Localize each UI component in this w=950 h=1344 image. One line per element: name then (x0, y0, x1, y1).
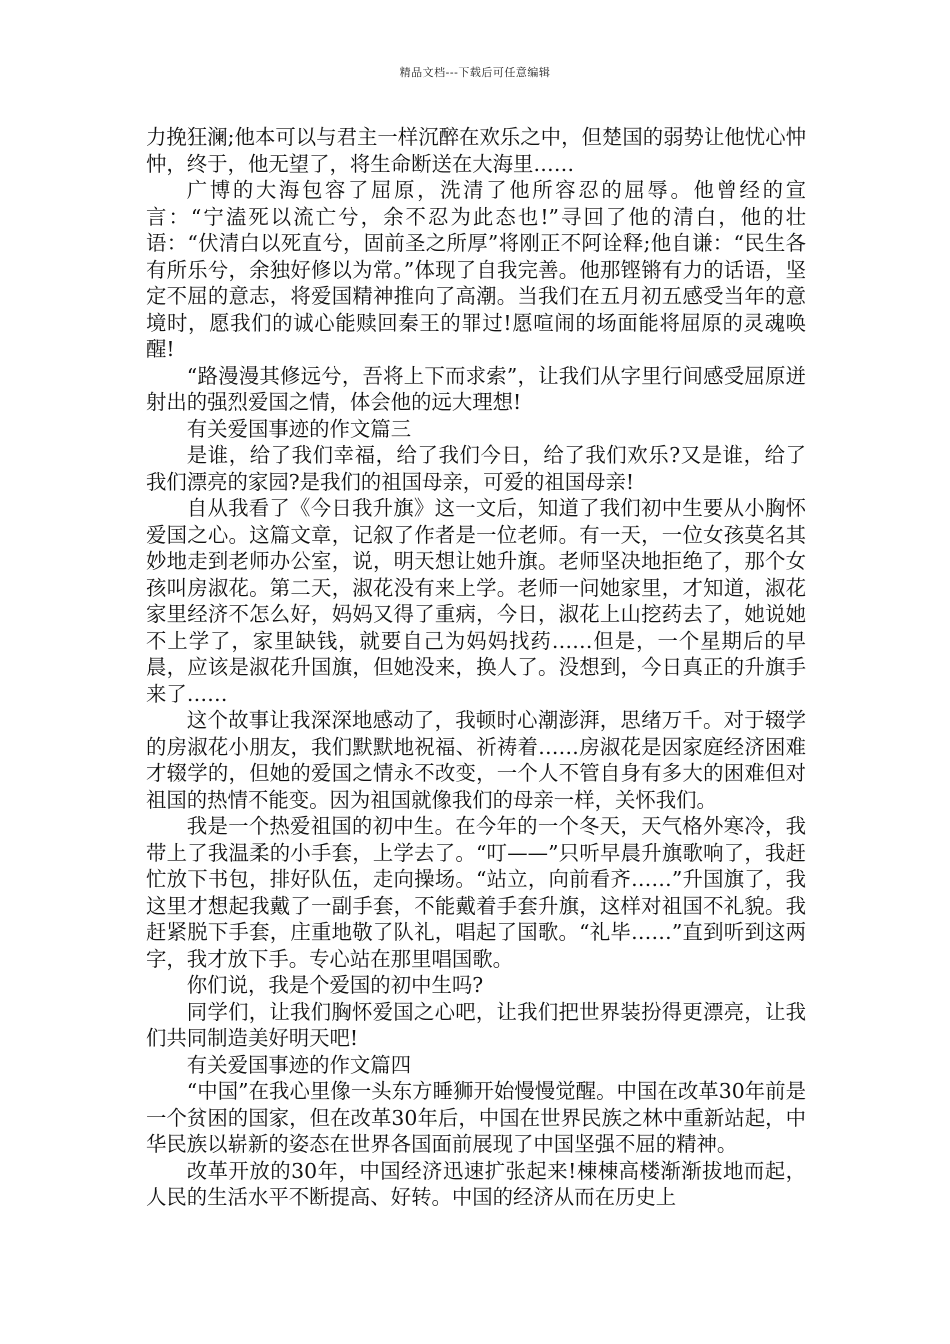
paragraph: “路漫漫其修远兮，吾将上下而求索”，让我们从字里行间感受屈原迸射出的强烈爱国之情，体会他的远大理想! (146, 363, 806, 414)
paragraph: 是谁，给了我们幸福，给了我们今日，给了我们欢乐?又是谁，给了我们漂亮的家园?是我们的祖国母亲，可爱的祖国母亲! (146, 443, 806, 494)
paragraph: 同学们，让我们胸怀爱国之心吧，让我们把世界装扮得更漂亮，让我们共同制造美好明天吧! (146, 999, 806, 1050)
page-header: 精品文档---下载后可任意编辑 (399, 66, 551, 79)
paragraph: 广博的大海包容了屈原，洗清了他所容忍的屈辱。他曾经的宣言：“宁溘死以流亡兮，余不忍为此态也!”寻回了他的清白，他的壮语：“伏清白以死直兮，固前圣之所厚”将刚正不阿诠释;他自谦：“民生各有所乐兮，余独好修以为常。”体现了自我完善。他那铿锵有力的话语，坚定不屈的意志，将爱国精神推向了高潮。当我们在五月初五感受当年的意境时，愿我们的诚心能赎回秦王的罪过!愿喧闹的场面能将屈原的灵魂唤醒! (146, 178, 806, 361)
section-heading: 有关爱国事迹的作文篇三 (186, 416, 412, 441)
section-heading: 有关爱国事迹的作文篇四 (186, 1052, 412, 1077)
paragraph: 改革开放的30年，中国经济迅速扩张起来!棟棟高楼渐渐拔地而起，人民的生活水平不断提高、好转。中国的经济从而在历史上 (146, 1158, 806, 1209)
paragraph: 你们说，我是个爱国的初中生吗? (186, 973, 484, 997)
paragraph: 我是一个热爱祖国的初中生。在今年的一个冬天，天气格外寒冷，我带上了我温柔的小手套，上学去了。“叮——”只听早晨升旗歌响了，我赶忙放下书包，排好队伍，走向操场。“站立，向前看齐……”升国旗了，我这里才想起我戴了一副手套，不能戴着手套升旗，这样对祖国不礼貌。我赶紧脱下手套，庄重地敬了队礼，唱起了国歌。“礼毕……”直到听到这两字，我才放下手。专心站在那里唱国歌。 (146, 814, 806, 971)
paragraph: “中国”在我心里像一头东方睡狮开始慢慢觉醒。中国在改革30年前是一个贫困的国家，但在改革30年后，中国在世界民族之林中重新站起，中华民族以崭新的姿态在世界各国面前展现了中国坚强不屈的精神。 (146, 1079, 806, 1156)
paragraph: 这个故事让我深深地感动了，我顿时心潮澎湃，思绪万千。对于辍学的房淑花小朋友，我们默默地祝福、祈祷着……房淑花是因家庭经济困难才辍学的，但她的爱国之情永不改变，一个人不管自身有多大的困难但对祖国的热情不能变。因为祖国就像我们的母亲一样，关怀我们。 (146, 708, 806, 812)
paragraph: 自从我看了《今日我升旗》这一文后，知道了我们初中生要从小胸怀爱国之心。这篇文章，记叙了作者是一位老师。有一天，一位女孩莫名其妙地走到老师办公室，说，明天想让她升旗。老师坚决地拒绝了，那个女孩叫房淑花。第二天，淑花没有来上学。老师一问她家里，才知道，淑花家里经济不怎么好，妈妈又得了重病，今日，淑花上山挖药去了，她说她不上学了，家里缺钱，就要自己为妈妈找药……但是，一个星期后的早晨，应该是淑花升国旗，但她没来，换人了。没想到，今日真正的升旗手来了…… (146, 496, 806, 706)
document-body (146, 124, 806, 1211)
paragraph: 力挽狂澜;他本可以与君主一样沉醉在欢乐之中，但楚国的弱势让他忧心忡忡，终于，他无望了，将生命断送在大海里…… (146, 125, 806, 176)
